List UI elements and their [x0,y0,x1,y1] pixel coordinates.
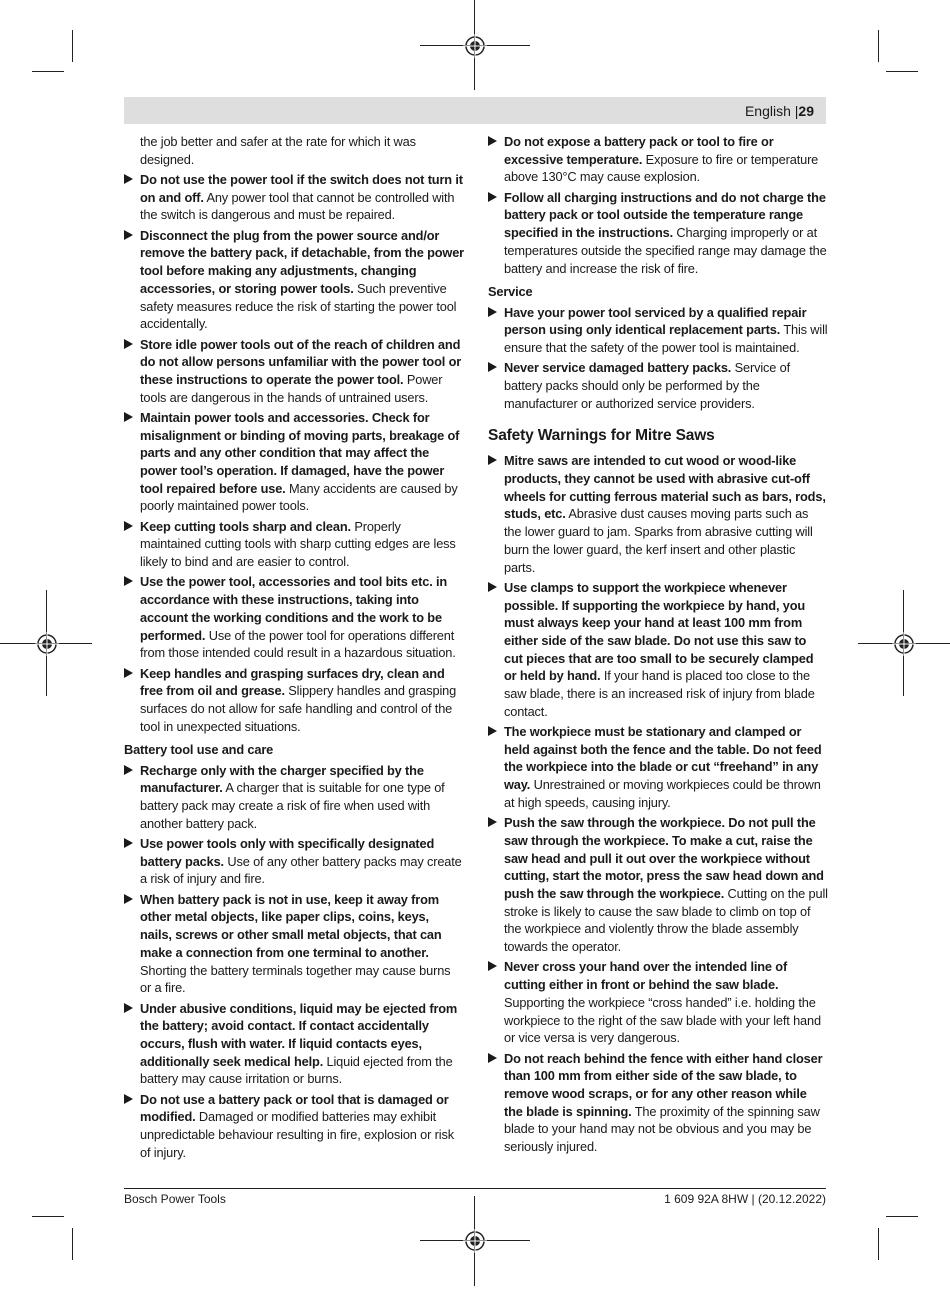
bullet-triangle-icon [124,1003,133,1013]
warning-item [488,723,828,812]
warning-explanation: Unrestrained or moving workpieces could be thrown at high speeds, causing injury. [504,777,821,810]
bullet-triangle-icon [488,362,497,372]
warning-explanation: Properly maintained cutting tools with sharp cutting edges are less likely to bind and are easier to control. [140,518,456,570]
warning-bold-text: Store idle power tools out of the reach of children and do not allow persons unfamiliar with the power tool or these instructions to operate the power tool. [140,336,462,387]
warning-bold-text: Use power tools only with specifically designated battery packs. [140,836,435,869]
warning-explanation: The proximity of the spinning saw blade to your hand may not be obvious and you may be seriously injured. [504,1103,820,1155]
bullet-triangle-icon [124,230,133,240]
warning-explanation: Slippery handles and grasping surfaces do not allow for safe handling and control of the tool in unexpected situations. [140,683,457,734]
warning-item [124,762,464,833]
warning-bold-text: When battery pack is not in use, keep it away from other metal objects, like paper clips, coins, keys, nails, screws or other small metal objects, that can make a connection from one terminal to another. [140,891,442,960]
warning-item [488,958,828,1047]
warning-item [124,227,464,333]
crop-mark [72,1228,73,1260]
warning-explanation: A charger that is suitable for one type of battery pack may create a risk of fire when used with another battery pack. [140,780,445,831]
warning-bold-text: Never cross your hand over the intended line of cutting either in front or behind the saw blade. [504,959,788,993]
crop-mark [886,1216,918,1217]
warning-explanation: Such preventive safety measures reduce the risk of starting the power tool accidentally. [140,280,457,332]
warning-item [488,359,828,412]
crop-mark [32,71,64,72]
warning-item [488,814,828,956]
warning-bold-text: Do not reach behind the fence with either hand closer than 100 mm from either side of the saw blade, to remove wood scraps, or for any other reason while the blade is spinning. [504,1050,823,1119]
warning-item [488,133,828,186]
bullet-triangle-icon [488,307,497,317]
bullet-triangle-icon [488,455,497,465]
bullet-triangle-icon [124,174,133,184]
warning-explanation: Abrasive dust causes moving parts such as the lower guard to jam. Sparks from abrasive cutting will burn the lower guard, the kerf insert and other plastic parts. [504,506,813,575]
bullet-triangle-icon [488,582,497,592]
right-column [488,133,828,1158]
crop-mark [886,71,918,72]
warning-item [124,573,464,662]
footer-rule [124,1188,826,1189]
warning-bold-text: Mitre saws are intended to cut wood or wood-like products, they cannot be used with abrasive cut-off wheels for cutting ferrous material such as bars, rods, studs, etc. [504,453,826,522]
warning-bold-text: Never service damaged battery packs. [504,360,732,376]
registration-target-icon [463,1229,487,1253]
warning-bold-text: Recharge only with the charger specified by the manufacturer. [140,762,424,796]
warning-item [124,665,464,736]
registration-target-icon [463,34,487,58]
warning-item [124,171,464,224]
bullet-triangle-icon [488,192,497,202]
bullet-triangle-icon [124,894,133,904]
footer-doc-number: 1 609 92A 8HW | (20.12.2022) [664,1192,826,1206]
crop-mark [32,1216,64,1217]
section-heading: Safety Warnings for Mitre Saws [488,427,715,445]
warning-bold-text: Use the power tool, accessories and tool bits etc. in accordance with these instructions, taking into account the working conditions and the work to be performed. [140,574,448,643]
section-subheading: Battery tool use and care [124,742,274,758]
warning-item [124,1000,464,1089]
bullet-triangle-icon [124,576,133,586]
warning-explanation: Shorting the battery terminals together may cause burns or a fire. [140,962,451,996]
page-header [745,102,814,120]
bullet-triangle-icon [124,521,133,531]
header-separator: | [794,103,799,119]
warning-item [488,579,828,721]
warning-explanation: Use of the power tool for operations different from those intended could result in a hazardous situation. [140,627,456,661]
warning-bold-text: Use clamps to support the workpiece whenever possible. If supporting the workpiece by hand, you must always keep your hand at least 100 mm from either side of the saw blade. Do not use this saw to cut pieces that are too small to be securely clamped or held by hand. [504,579,814,684]
warning-explanation: Liquid ejected from the battery may cause irritation or burns. [140,1053,453,1087]
bullet-triangle-icon [124,668,133,678]
bullet-triangle-icon [488,1053,497,1063]
warning-bold-text: Do not use a battery pack or tool that is damaged or modified. [140,1091,449,1125]
warning-explanation: If your hand is placed too close to the saw blade, there is an increased risk of injury from blade contact. [504,668,815,719]
bullet-triangle-icon [488,817,497,827]
bullet-triangle-icon [488,136,497,146]
warning-bold-text: Push the saw through the workpiece. Do not pull the saw through the workpiece. To make a cut, raise the saw head and pull it out over the workpiece without cutting, start the motor, press the saw head down and push the saw through the workpiece. [504,815,824,901]
warning-item [488,1050,828,1156]
bullet-triangle-icon [488,726,497,736]
section-subheading: Service [488,284,533,300]
warning-explanation: Power tools are dangerous in the hands of untrained users. [140,371,443,405]
warning-explanation: Damaged or modified batteries may exhibit unpredictable behaviour resulting in fire, explosion or risk of injury. [140,1109,454,1160]
warning-explanation: Supporting the workpiece “cross handed” i.e. holding the workpiece to the right of the saw blade with your left hand or vice versa is very dangerous. [504,994,821,1046]
crop-mark [878,30,879,62]
warning-bold-text: The workpiece must be stationary and clamped or held against both the fence and the table. Do not feed the workpiece into the blade or cut “freehand” in any way. [504,724,822,793]
warning-explanation: Many accidents are caused by poorly maintained power tools. [140,480,458,514]
warning-item [124,891,464,997]
bullet-triangle-icon [124,838,133,848]
header-language: English [744,103,791,119]
warning-bold-text: Disconnect the plug from the power source and/or remove the battery pack, if detachable, from the power tool before making any adjustments, changing accessories, or storing power tools. [140,227,465,296]
bullet-triangle-icon [124,339,133,349]
warning-explanation: Service of battery packs should only be performed by the manufacturer or authorized service providers. [504,360,791,411]
crop-mark [878,1228,879,1260]
warning-bold-text: Keep handles and grasping surfaces dry, clean and free from oil and grease. [140,665,445,699]
header-band [124,97,826,124]
warning-item [488,304,828,357]
warning-bold-text: Have your power tool serviced by a qualified repair person using only identical replacement parts. [504,304,807,338]
bullet-triangle-icon [488,961,497,971]
warning-explanation: Exposure to fire or temperature above 130°C may cause explosion. [504,151,819,185]
left-column [124,133,464,1164]
warning-explanation: This will ensure that the safety of the power tool is maintained. [504,322,828,355]
warning-bold-text: Do not expose a battery pack or tool to fire or excessive temperature. [504,134,774,167]
warning-explanation: Use of any other battery packs may create a risk of injury and fire. [140,853,462,887]
registration-target-icon [892,632,916,656]
footer-brand: Bosch Power Tools [124,1192,226,1206]
bullet-triangle-icon [124,412,133,422]
continued-paragraph: the job better and safer at the rate for which it was designed. [140,134,416,167]
registration-target-icon [35,632,59,656]
warning-bold-text: Do not use the power tool if the switch does not turn it on and off. [140,172,463,205]
warning-item [124,518,464,571]
bullet-triangle-icon [124,1094,133,1104]
warning-item [124,1091,464,1162]
bullet-triangle-icon [124,765,133,775]
warning-item [124,409,464,515]
crop-mark [72,30,73,62]
warning-bold-text: Follow all charging instructions and do not charge the battery pack or tool outside the temperature range specified in the instructions. [504,189,826,241]
warning-item [124,835,464,888]
warning-bold-text: Keep cutting tools sharp and clean. [140,518,351,534]
warning-item [488,452,828,576]
warning-bold-text: Maintain power tools and accessories. Check for misalignment or binding of moving parts, breakage of parts and any other condition that may affect the power tool’s operation. If damaged, have the power tool repaired before use. [140,409,460,496]
warning-explanation: Cutting on the pull stroke is likely to cause the saw blade to climb on top of the workpiece and violently throw the blade assembly towards the operator. [504,885,828,955]
warning-item [488,189,828,278]
warning-explanation: Charging improperly or at temperatures outside the specified range may damage the battery and increase the risk of fire. [504,225,827,276]
warning-item [124,336,464,407]
warning-bold-text: Under abusive conditions, liquid may be ejected from the battery; avoid contact. If contact accidentally occurs, flush with water. If liquid contacts eyes, additionally seek medical help. [140,1000,458,1069]
warning-explanation: Any power tool that cannot be controlled with the switch is dangerous and must be repaired. [140,189,455,223]
page-number: 29 [798,103,814,119]
